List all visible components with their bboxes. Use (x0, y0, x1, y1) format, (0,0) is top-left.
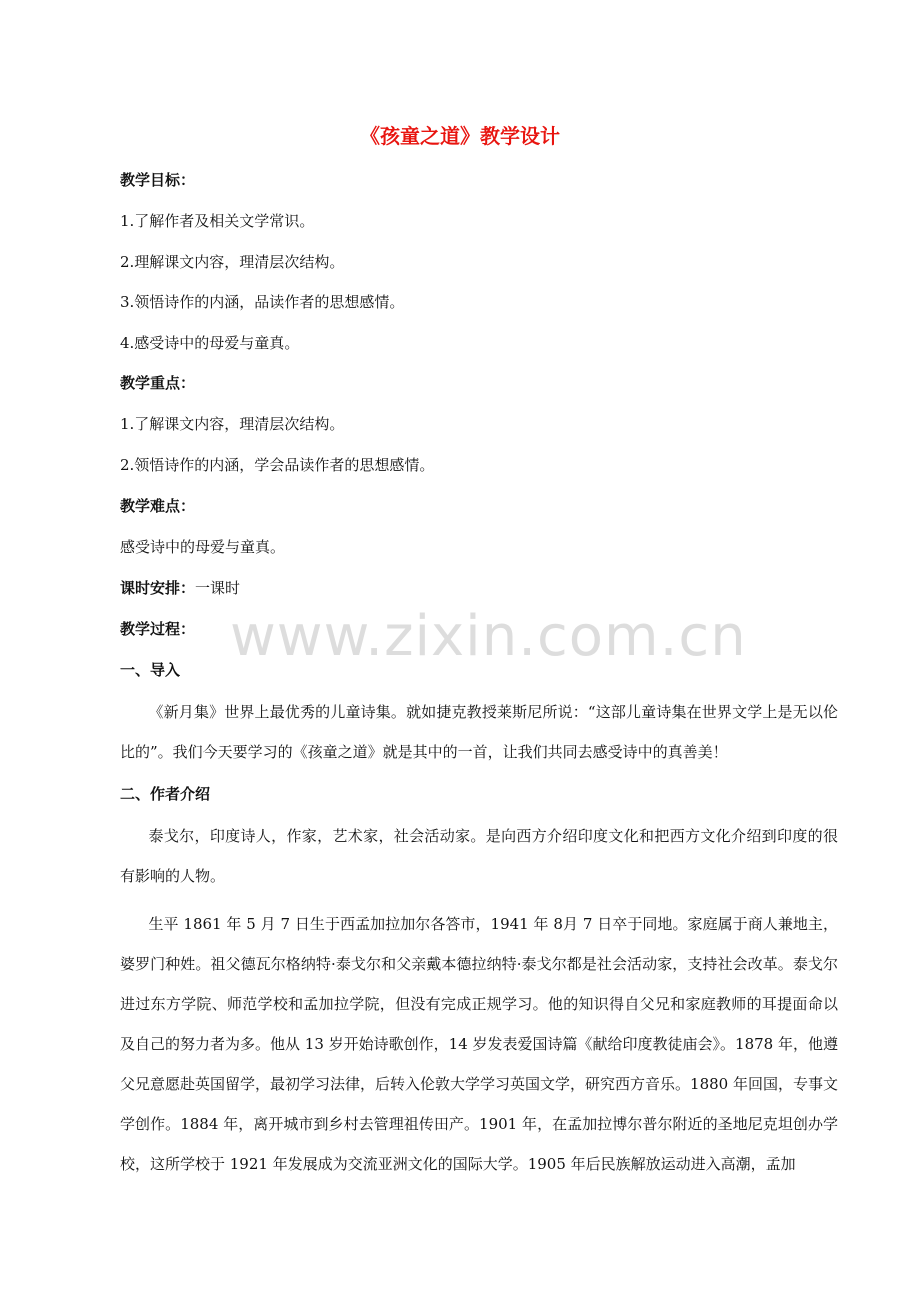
schedule-line (120, 578, 240, 598)
goal-item: 2.理解课文内容，理清层次结构。 (120, 253, 345, 271)
goals-heading: 教学目标： (120, 171, 196, 189)
section-2-heading: 二、作者介绍 (120, 785, 211, 803)
document-title: 《孩童之道》教学设计 (360, 124, 560, 148)
author-intro-paragraph: 泰戈尔，印度诗人，作家，艺术家，社会活动家。是向西方介绍印度文化和把西方文化介绍到印度的很有影响的人物。 (120, 827, 838, 885)
author-life-paragraph: 生平 1861 年 5 月 7 日生于西孟加拉加尔各答市，1941 年 8月 7 日卒于同地。家庭属于商人兼地主，婆罗门种姓。祖父德瓦尔格纳特·泰戈尔和父亲戴本德拉纳特·泰戈尔都是社会活动家，支持社会改革。泰戈尔进过东方学院、师范学校和孟加拉学院，但没有完成正规学习。他的知识得自父兄和家庭教师的耳提面命以及自己的努力者为多。他从 13 岁开始诗歌创作，14 岁发表爱国诗篇《献给印度教徒庙会》。1878 年，他遵父兄意愿赴英国留学，最初学习法律，后转入伦敦大学学习英国文学，研究西方音乐。1880 年回国，专事文学创作。1884 年，离开城市到乡村去管理祖传田产。1901 年，在孟加拉博尔普尔附近的圣地尼克坦创办学校，这所学校于 1921 年发展成为交流亚洲文化的国际大学。1905 年后民族解放运动进入高潮，孟加 (120, 915, 838, 1173)
goal-item: 1.了解作者及相关文学常识。 (120, 212, 315, 230)
process-heading: 教学过程： (120, 620, 196, 638)
difficulties-heading: 教学难点： (120, 497, 196, 515)
key-points-heading: 教学重点： (120, 374, 196, 392)
goal-item: 3.领悟诗作的内涵，品读作者的思想感情。 (120, 293, 405, 311)
section-1-heading: 一、导入 (120, 661, 181, 679)
goal-item: 4.感受诗中的母爱与童真。 (120, 334, 300, 352)
schedule-value: 一课时 (195, 579, 241, 597)
watermark: www.zixin.com.cn (230, 604, 747, 669)
difficulty-item: 感受诗中的母爱与童真。 (120, 538, 286, 556)
key-point-item: 1.了解课文内容，理清层次结构。 (120, 415, 345, 433)
key-point-item: 2.领悟诗作的内涵，学会品读作者的思想感情。 (120, 456, 435, 474)
section-1-paragraph: 《新月集》世界上最优秀的儿童诗集。就如捷克教授莱斯尼所说：“这部儿童诗集在世界文学上是无以伦比的”。我们今天要学习的《孩童之道》就是其中的一首，让我们共同去感受诗中的真善美！ (120, 703, 838, 761)
schedule-label: 课时安排： (120, 579, 196, 597)
